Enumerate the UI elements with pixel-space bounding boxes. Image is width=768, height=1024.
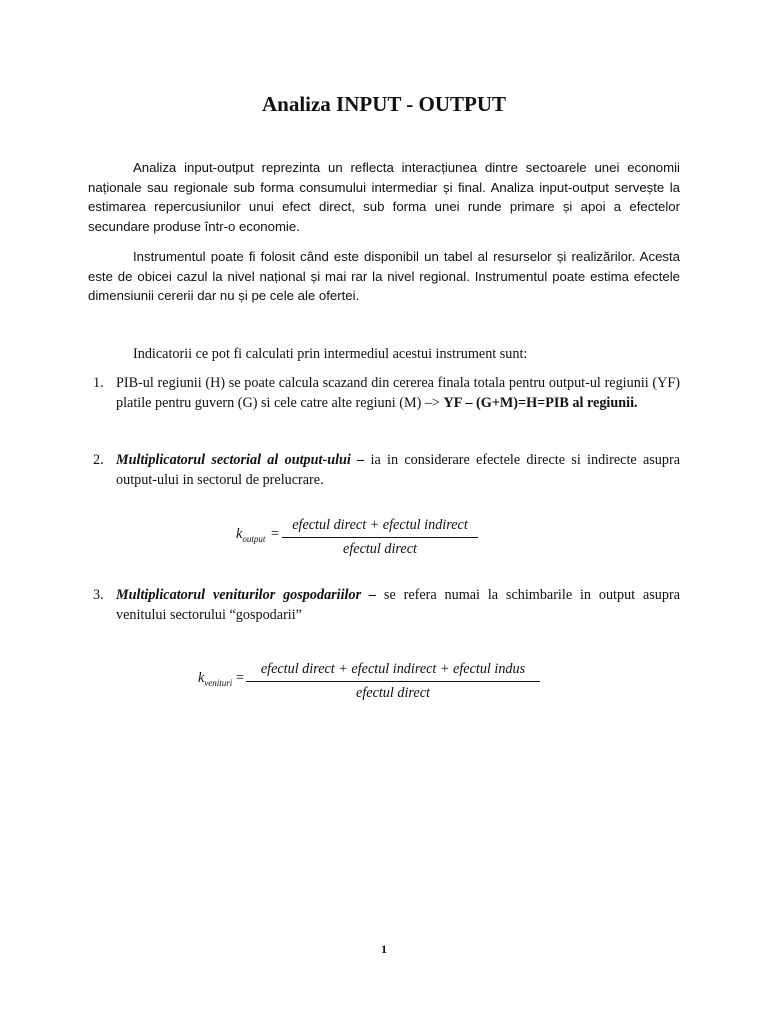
- intro-paragraph-1: Analiza input-output reprezinta un reflecta interacțiunea dintre sectoarele unei economii naționale sau regionale sub forma consumului intermediar și final. Analiza input-output servește la estimarea repercusiunilor unui efect direct, sub forma unei runde primare și apoi a efectelor secundare produse într-o economie.: [88, 160, 680, 234]
- list-item-text: PIB-ul regiunii (H) se poate calcula scazand din cererea finala totala pentru output-ul regiunii (YF) platile pentru guvern (G) si cele catre alte regiuni (M) –>: [116, 375, 680, 411]
- list-item-text: ia in considerare efectele directe si indirecte asupra output-ului in sectorul de prelucrare.: [116, 452, 680, 488]
- intro-paragraph-2: Instrumentul poate fi folosit când este disponibil un tabel al resurselor și realizărilor. Acesta este de obicei cazul la nivel național și mai rar la nivel regional. Instrumentul poate estima efectele dimensiunii cererii dar nu și pe cele ale ofertei.: [88, 249, 680, 303]
- list-number: 2.: [93, 452, 104, 468]
- list-item-term: Multiplicatorul sectorial al output-ului –: [116, 452, 365, 468]
- formula-denominator: efectul direct: [343, 541, 417, 557]
- document-title: Analiza INPUT - OUTPUT: [261, 92, 507, 116]
- formula-symbol: $k_{venituri}$: [198, 670, 233, 688]
- formula-numerator: efectul direct + efectul indirect: [282, 517, 478, 538]
- list-item-term: Multiplicatorul veniturilor gospodariilor –: [116, 587, 377, 603]
- formula-fraction: [246, 661, 540, 702]
- list-number: 3.: [93, 587, 104, 603]
- formula-equals: =: [236, 670, 245, 686]
- list-item-text: se refera numai la schimbarile in output asupra venitului sectorului “gospodarii”: [116, 587, 680, 623]
- list-item-body: [116, 374, 680, 413]
- intro-paragraph-3: Indicatorii ce pot fi calculati prin intermediul acestui instrument sunt:: [133, 346, 528, 362]
- list-item-body: [116, 586, 680, 625]
- formula-numerator: efectul direct + efectul indirect + efectul indus: [246, 661, 540, 682]
- list-number: 1.: [93, 375, 104, 391]
- list-item-3: [88, 586, 680, 625]
- formula-denominator: efectul direct: [356, 685, 430, 701]
- list-item-bold: YF – (G+M)=H=PIB al regiunii.: [443, 394, 638, 411]
- list-item-2: [88, 451, 680, 490]
- formula-fraction: [282, 517, 478, 558]
- list-item-body: [116, 451, 680, 490]
- formula-equals: =: [271, 526, 280, 542]
- list-item-1: [88, 374, 680, 413]
- formula-output-multiplier: [236, 517, 496, 561]
- formula-income-multiplier: [198, 661, 548, 705]
- page-number: 1: [381, 942, 387, 956]
- formula-symbol: $k_{output}$: [236, 526, 266, 544]
